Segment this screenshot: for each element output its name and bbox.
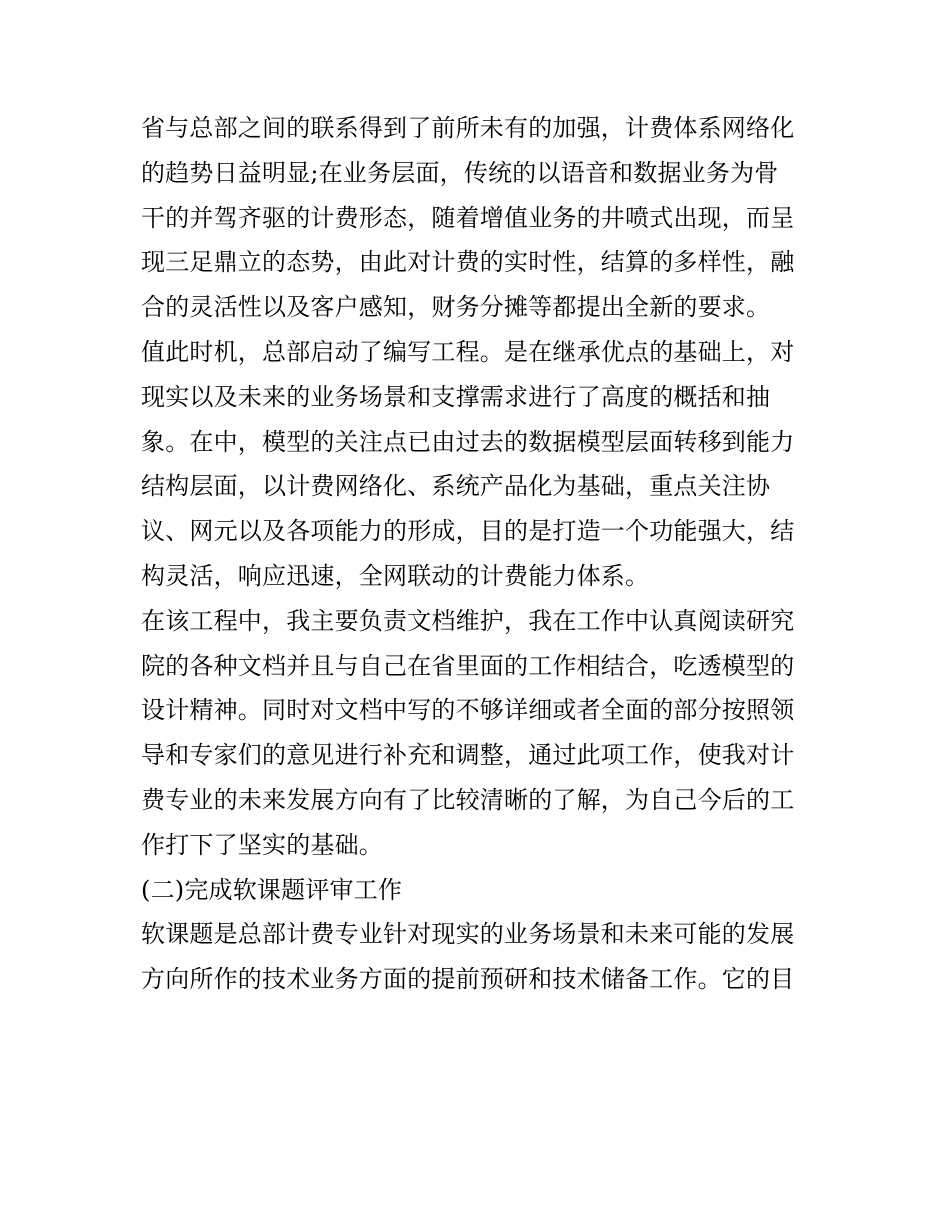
section-heading: (二)完成软课题评审工作 xyxy=(141,875,403,904)
text-line: 设计精神。同时对文档中写的不够详细或者全面的部分按照领 xyxy=(141,696,795,725)
text-line: 导和专家们的意见进行补充和调整，通过此项工作，使我对计 xyxy=(141,741,795,770)
text-line: 值此时机，总部启动了编写工程。是在继承优点的基础上，对 xyxy=(141,337,795,366)
text-line: 现实以及未来的业务场景和支撑需求进行了高度的概括和抽 xyxy=(141,382,771,411)
text-line: 作打下了坚实的基础。 xyxy=(141,830,383,859)
text-line: 干的并驾齐驱的计费形态，随着增值业务的井喷式出现，而呈 xyxy=(141,203,795,232)
text-line: 议、网元以及各项能力的形成，目的是打造一个功能强大，结 xyxy=(141,517,795,546)
text-line: 在该工程中，我主要负责文档维护，我在工作中认真阅读研究 xyxy=(141,606,795,635)
text-line: 象。在中，模型的关注点已由过去的数据模型层面转移到能力 xyxy=(141,427,795,456)
text-line: 软课题是总部计费专业针对现实的业务场景和未来可能的发展 xyxy=(141,920,795,949)
text-line: 省与总部之间的联系得到了前所未有的加强，计费体系网络化 xyxy=(141,114,795,142)
document-body xyxy=(141,106,813,1002)
text-line: 合的灵活性以及客户感知，财务分摊等都提出全新的要求。 xyxy=(141,293,771,322)
text-line: 的趋势日益明显;在业务层面，传统的以语音和数据业务为骨 xyxy=(141,158,779,187)
text-line: 费专业的未来发展方向有了比较清晰的了解，为自己今后的工 xyxy=(141,785,795,814)
text-line: 结构层面，以计费网络化、系统产品化为基础，重点关注协 xyxy=(141,472,771,501)
text-line: 方向所作的技术业务方面的提前预研和技术储备工作。它的目 xyxy=(141,965,795,994)
text-line: 院的各种文档并且与自己在省里面的工作相结合，吃透模型的 xyxy=(141,651,795,680)
text-line: 构灵活，响应迅速，全网联动的计费能力体系。 xyxy=(141,561,650,590)
text-line: 现三足鼎立的态势，由此对计费的实时性，结算的多样性，融 xyxy=(141,248,795,277)
